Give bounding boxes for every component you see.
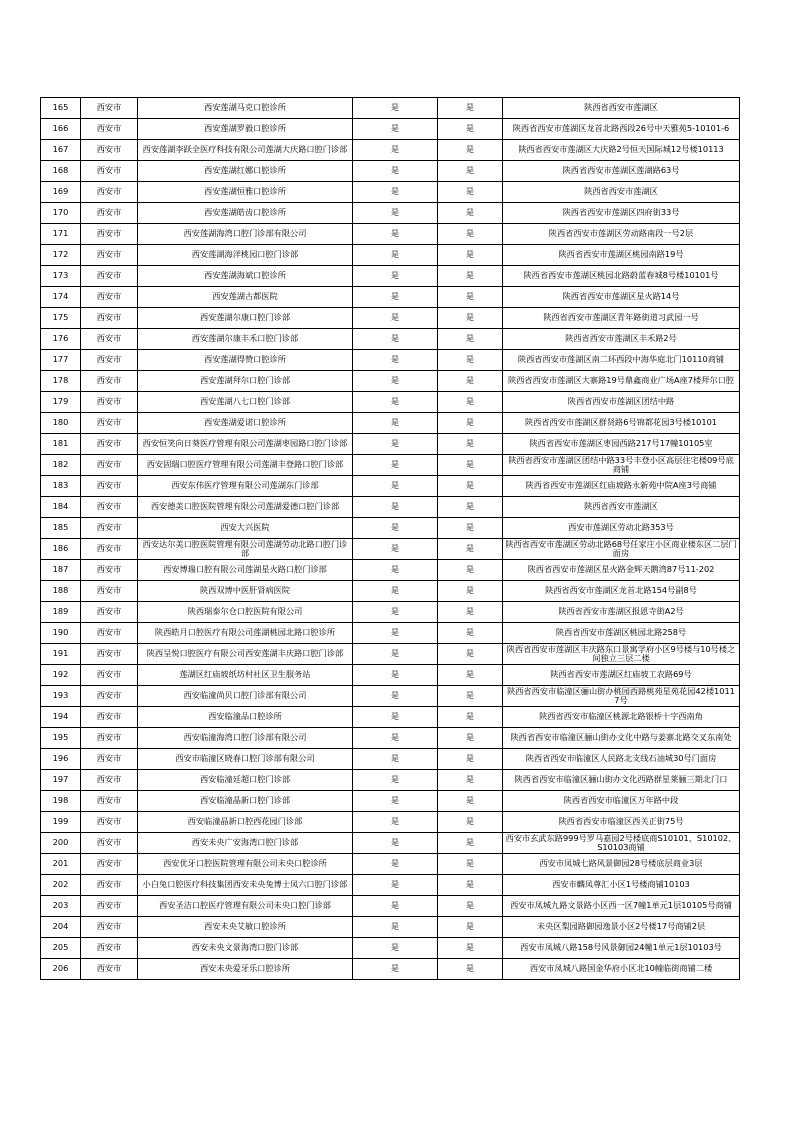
flag-a-cell: 是 [353, 98, 438, 119]
flag-a-cell: 是 [353, 728, 438, 749]
row-number: 183 [41, 476, 81, 497]
institution-name-cell: 陕西皓月口腔医疗有限公司莲湖桃园北路口腔诊所 [138, 623, 353, 644]
table-row [41, 308, 740, 329]
city-cell: 西安市 [81, 581, 138, 602]
flag-a-cell: 是 [353, 560, 438, 581]
city-cell: 西安市 [81, 728, 138, 749]
row-number: 185 [41, 518, 81, 539]
address-cell: 陕西省西安市莲湖区 [503, 98, 740, 119]
flag-a-cell: 是 [353, 602, 438, 623]
table-row [41, 644, 740, 665]
table-row [41, 119, 740, 140]
row-number: 181 [41, 434, 81, 455]
table-row [41, 959, 740, 980]
table-row [41, 203, 740, 224]
address-cell: 西安市麟凤尊汇小区1号楼商铺10103 [503, 875, 740, 896]
table-row [41, 917, 740, 938]
institution-name-cell: 西安莲湖尔康口腔门诊部 [138, 308, 353, 329]
institution-name-cell: 西安临潼晶新口腔西花园门诊部 [138, 812, 353, 833]
flag-b-cell: 是 [438, 896, 503, 917]
city-cell: 西安市 [81, 560, 138, 581]
city-cell: 西安市 [81, 329, 138, 350]
city-cell: 西安市 [81, 203, 138, 224]
flag-a-cell: 是 [353, 350, 438, 371]
table-row [41, 476, 740, 497]
flag-a-cell: 是 [353, 833, 438, 854]
flag-b-cell: 是 [438, 203, 503, 224]
flag-b-cell: 是 [438, 938, 503, 959]
flag-a-cell: 是 [353, 875, 438, 896]
city-cell: 西安市 [81, 875, 138, 896]
table-row [41, 98, 740, 119]
table-row [41, 560, 740, 581]
institution-name-cell: 西安莲湖皓齿口腔诊所 [138, 203, 353, 224]
row-number: 204 [41, 917, 81, 938]
institution-name-cell: 西安莲湖海洋桃园口腔门诊部 [138, 245, 353, 266]
city-cell: 西安市 [81, 266, 138, 287]
city-cell: 西安市 [81, 812, 138, 833]
flag-a-cell: 是 [353, 665, 438, 686]
address-cell: 陕西省西安市莲湖区红庙坡工农路69号 [503, 665, 740, 686]
row-number: 188 [41, 581, 81, 602]
flag-b-cell: 是 [438, 434, 503, 455]
city-cell: 西安市 [81, 644, 138, 665]
flag-a-cell: 是 [353, 791, 438, 812]
city-cell: 西安市 [81, 413, 138, 434]
flag-b-cell: 是 [438, 665, 503, 686]
city-cell: 西安市 [81, 623, 138, 644]
table-row [41, 497, 740, 518]
row-number: 196 [41, 749, 81, 770]
table-row [41, 287, 740, 308]
address-cell: 陕西省西安市莲湖区星火路14号 [503, 287, 740, 308]
address-cell: 陕西省西安市临潼区人民路北支线石油城30号门面房 [503, 749, 740, 770]
address-cell: 陕西省西安市莲湖区桃园南路19号 [503, 245, 740, 266]
address-cell: 西安市凤城八路国金华府小区北10幢临街商铺二楼 [503, 959, 740, 980]
city-cell: 西安市 [81, 749, 138, 770]
flag-b-cell: 是 [438, 518, 503, 539]
institution-name-cell: 西安优牙口腔医院管理有限公司未央口腔诊所 [138, 854, 353, 875]
city-cell: 西安市 [81, 665, 138, 686]
address-cell: 陕西省西安市临潼区骊山街办桃园西路桃苑星苑花园42楼10117号 [503, 686, 740, 707]
address-cell: 陕西省西安市莲湖区劳动路南段一号2层 [503, 224, 740, 245]
table-row [41, 371, 740, 392]
address-cell: 陕西省西安市莲湖区丰庆路东口景寓学府小区9号楼与10号楼之间独立三层二楼 [503, 644, 740, 665]
flag-b-cell: 是 [438, 770, 503, 791]
address-cell: 陕西省西安市莲湖区 [503, 182, 740, 203]
row-number: 170 [41, 203, 81, 224]
table-row [41, 392, 740, 413]
institution-name-cell: 西安莲湖拜尔口腔门诊部 [138, 371, 353, 392]
flag-a-cell: 是 [353, 224, 438, 245]
row-number: 192 [41, 665, 81, 686]
city-cell: 西安市 [81, 896, 138, 917]
city-cell: 西安市 [81, 791, 138, 812]
row-number: 195 [41, 728, 81, 749]
flag-a-cell: 是 [353, 371, 438, 392]
city-cell: 西安市 [81, 308, 138, 329]
flag-b-cell: 是 [438, 119, 503, 140]
flag-b-cell: 是 [438, 245, 503, 266]
flag-a-cell: 是 [353, 686, 438, 707]
flag-a-cell: 是 [353, 749, 438, 770]
institution-name-cell: 西安临潼晶新口腔门诊部 [138, 791, 353, 812]
institution-name-cell: 西安临潼廷超口腔门诊部 [138, 770, 353, 791]
city-cell: 西安市 [81, 392, 138, 413]
institution-name-cell: 西安莲湖李跃全医疗科技有限公司莲湖大庆路口腔门诊部 [138, 140, 353, 161]
flag-b-cell: 是 [438, 329, 503, 350]
row-number: 184 [41, 497, 81, 518]
row-number: 182 [41, 455, 81, 476]
city-cell: 西安市 [81, 98, 138, 119]
address-cell: 陕西省西安市莲湖区桃园北路蔚蓝春城8号楼10101号 [503, 266, 740, 287]
flag-a-cell: 是 [353, 203, 438, 224]
address-cell: 陕西省西安市莲湖区龙首北路154号副8号 [503, 581, 740, 602]
flag-a-cell: 是 [353, 959, 438, 980]
row-number: 194 [41, 707, 81, 728]
flag-b-cell: 是 [438, 266, 503, 287]
address-cell: 陕西省西安市莲湖区大庆路2号恒天国际城12号楼10113 [503, 140, 740, 161]
address-cell: 陕西省西安市临潼区骊山街办文化中路与姜寨北路交叉东南处 [503, 728, 740, 749]
institution-name-cell: 陕西瑞泰尔仓口腔医院有限公司 [138, 602, 353, 623]
table-row [41, 686, 740, 707]
row-number: 187 [41, 560, 81, 581]
address-cell: 陕西省西安市莲湖区星火路金辉天鹅湾87号11-202 [503, 560, 740, 581]
address-cell: 陕西省西安市莲湖区四府街33号 [503, 203, 740, 224]
flag-a-cell: 是 [353, 854, 438, 875]
address-cell: 陕西省西安市莲湖区桃园北路258号 [503, 623, 740, 644]
flag-a-cell: 是 [353, 518, 438, 539]
row-number: 165 [41, 98, 81, 119]
flag-a-cell: 是 [353, 707, 438, 728]
flag-a-cell: 是 [353, 182, 438, 203]
flag-b-cell: 是 [438, 686, 503, 707]
address-cell: 陕西省西安市莲湖区青年路街道习武园一号 [503, 308, 740, 329]
flag-a-cell: 是 [353, 119, 438, 140]
city-cell: 西安市 [81, 707, 138, 728]
address-cell: 陕西省西安市莲湖区枣园西路217号17幢10105室 [503, 434, 740, 455]
address-cell: 陕西省西安市莲湖区莲湖路63号 [503, 161, 740, 182]
city-cell: 西安市 [81, 959, 138, 980]
table-row [41, 833, 740, 854]
row-number: 166 [41, 119, 81, 140]
institution-name-cell: 西安莲湖红娜口腔诊所 [138, 161, 353, 182]
row-number: 186 [41, 539, 81, 560]
city-cell: 西安市 [81, 434, 138, 455]
institution-name-cell: 西安德美口腔医院管理有限公司莲湖爱德口腔门诊部 [138, 497, 353, 518]
city-cell: 西安市 [81, 686, 138, 707]
city-cell: 西安市 [81, 476, 138, 497]
address-cell: 西安市玄武东路999号罗马嘉园2号楼底商S10101、S10102、S10103商铺 [503, 833, 740, 854]
address-cell: 西安市凤城九路文景路小区西一区7幢1单元1层10105号商铺 [503, 896, 740, 917]
city-cell: 西安市 [81, 917, 138, 938]
institution-name-cell: 西安恒笑向日葵医疗管理有限公司莲湖枣园路口腔门诊部 [138, 434, 353, 455]
table-row [41, 854, 740, 875]
institution-name-cell: 西安未央广安海湾口腔门诊部 [138, 833, 353, 854]
address-cell: 陕西省西安市莲湖区群贤路6号锦都花园3号楼10101 [503, 413, 740, 434]
flag-b-cell: 是 [438, 476, 503, 497]
table-row [41, 224, 740, 245]
row-number: 201 [41, 854, 81, 875]
flag-a-cell: 是 [353, 497, 438, 518]
table-row [41, 812, 740, 833]
address-cell: 西安市凤城八路158号风景御园24幢1单元1层10103号 [503, 938, 740, 959]
flag-b-cell: 是 [438, 917, 503, 938]
flag-a-cell: 是 [353, 161, 438, 182]
flag-a-cell: 是 [353, 329, 438, 350]
flag-a-cell: 是 [353, 938, 438, 959]
institution-name-cell: 西安临潼尚贝口腔门诊部有限公司 [138, 686, 353, 707]
flag-a-cell: 是 [353, 812, 438, 833]
institution-name-cell: 西安圣洁口腔医疗管理有限公司未央口腔门诊部 [138, 896, 353, 917]
institution-name-cell: 西安莲湖恒雅口腔诊所 [138, 182, 353, 203]
flag-b-cell: 是 [438, 182, 503, 203]
row-number: 178 [41, 371, 81, 392]
address-cell: 陕西省西安市莲湖区红庙坡路永新苑中院A座3号商铺 [503, 476, 740, 497]
row-number: 175 [41, 308, 81, 329]
flag-b-cell: 是 [438, 392, 503, 413]
flag-b-cell: 是 [438, 791, 503, 812]
city-cell: 西安市 [81, 770, 138, 791]
table-row [41, 161, 740, 182]
flag-b-cell: 是 [438, 623, 503, 644]
row-number: 173 [41, 266, 81, 287]
institution-name-cell: 西安未央爱牙乐口腔诊所 [138, 959, 353, 980]
flag-a-cell: 是 [353, 917, 438, 938]
flag-a-cell: 是 [353, 623, 438, 644]
flag-b-cell: 是 [438, 749, 503, 770]
city-cell: 西安市 [81, 602, 138, 623]
address-cell: 陕西省西安市临潼区骊山街办文化西路群星莱骊三期北门口 [503, 770, 740, 791]
flag-a-cell: 是 [353, 308, 438, 329]
flag-b-cell: 是 [438, 539, 503, 560]
row-number: 206 [41, 959, 81, 980]
flag-b-cell: 是 [438, 455, 503, 476]
institution-name-cell: 西安莲湖罗毅口腔诊所 [138, 119, 353, 140]
address-cell: 陕西省西安市莲湖区丰禾路2号 [503, 329, 740, 350]
flag-a-cell: 是 [353, 140, 438, 161]
table-row [41, 749, 740, 770]
flag-b-cell: 是 [438, 854, 503, 875]
address-cell: 陕西省西安市临潼区万年路中段 [503, 791, 740, 812]
row-number: 176 [41, 329, 81, 350]
address-cell: 陕西省西安市临潼区西关正街75号 [503, 812, 740, 833]
institution-name-cell: 陕西双博中医肝肾病医院 [138, 581, 353, 602]
row-number: 172 [41, 245, 81, 266]
city-cell: 西安市 [81, 518, 138, 539]
table-row [41, 896, 740, 917]
institution-name-cell: 西安博瑞口腔有限公司莲湖星火路口腔门诊部 [138, 560, 353, 581]
row-number: 169 [41, 182, 81, 203]
city-cell: 西安市 [81, 497, 138, 518]
city-cell: 西安市 [81, 224, 138, 245]
row-number: 191 [41, 644, 81, 665]
flag-a-cell: 是 [353, 476, 438, 497]
flag-a-cell: 是 [353, 434, 438, 455]
city-cell: 西安市 [81, 350, 138, 371]
table-row [41, 434, 740, 455]
city-cell: 西安市 [81, 140, 138, 161]
institution-name-cell: 西安莲湖爱诺口腔诊所 [138, 413, 353, 434]
flag-b-cell: 是 [438, 728, 503, 749]
institution-name-cell: 西安莲湖马克口腔诊所 [138, 98, 353, 119]
city-cell: 西安市 [81, 854, 138, 875]
flag-a-cell: 是 [353, 245, 438, 266]
institution-name-cell: 西安莲湖海斌口腔诊所 [138, 266, 353, 287]
address-cell: 陕西省西安市莲湖区 [503, 497, 740, 518]
flag-b-cell: 是 [438, 560, 503, 581]
address-cell: 陕西省西安市莲湖区团结中路33号丰登小区高层住宅楼09号底商铺 [503, 455, 740, 476]
table-row [41, 245, 740, 266]
flag-b-cell: 是 [438, 602, 503, 623]
table-row [41, 581, 740, 602]
city-cell: 西安市 [81, 455, 138, 476]
table-row [41, 182, 740, 203]
flag-b-cell: 是 [438, 350, 503, 371]
flag-b-cell: 是 [438, 413, 503, 434]
clinic-table [40, 97, 740, 980]
table-row [41, 518, 740, 539]
institution-name-cell: 西安达尔美口腔医院管理有限公司莲湖劳动北路口腔门诊部 [138, 539, 353, 560]
flag-a-cell: 是 [353, 413, 438, 434]
flag-b-cell: 是 [438, 644, 503, 665]
row-number: 189 [41, 602, 81, 623]
row-number: 199 [41, 812, 81, 833]
institution-name-cell: 西安莲湖尔康丰禾口腔门诊部 [138, 329, 353, 350]
row-number: 197 [41, 770, 81, 791]
flag-b-cell: 是 [438, 98, 503, 119]
institution-name-cell: 西安临潼品口腔诊所 [138, 707, 353, 728]
address-cell: 陕西省西安市莲湖区龙首北路西段26号中天雅苑5-10101-6 [503, 119, 740, 140]
row-number: 179 [41, 392, 81, 413]
address-cell: 西安市莲湖区劳动北路353号 [503, 518, 740, 539]
address-cell: 陕西省西安市临潼区桃源北路银桥十字西南角 [503, 707, 740, 728]
row-number: 190 [41, 623, 81, 644]
row-number: 180 [41, 413, 81, 434]
city-cell: 西安市 [81, 245, 138, 266]
city-cell: 西安市 [81, 539, 138, 560]
table-row [41, 707, 740, 728]
flag-a-cell: 是 [353, 266, 438, 287]
flag-a-cell: 是 [353, 896, 438, 917]
city-cell: 西安市 [81, 938, 138, 959]
institution-name-cell: 西安市临潼区晓春口腔门诊部有限公司 [138, 749, 353, 770]
flag-b-cell: 是 [438, 959, 503, 980]
flag-a-cell: 是 [353, 287, 438, 308]
institution-name-cell: 西安莲湖八七口腔门诊部 [138, 392, 353, 413]
address-cell: 陕西省西安市莲湖区团结中路 [503, 392, 740, 413]
table-row [41, 602, 740, 623]
table-row [41, 875, 740, 896]
flag-b-cell: 是 [438, 140, 503, 161]
flag-b-cell: 是 [438, 833, 503, 854]
table-row [41, 938, 740, 959]
institution-name-cell: 莲湖区红庙坡纸坊村社区卫生服务站 [138, 665, 353, 686]
city-cell: 西安市 [81, 833, 138, 854]
institution-name-cell: 陕西呈悦口腔医疗有限公司西安莲湖丰庆路口腔门诊部 [138, 644, 353, 665]
address-cell: 西安市凤城七路风景御园28号楼底层商业3层 [503, 854, 740, 875]
flag-b-cell: 是 [438, 875, 503, 896]
row-number: 167 [41, 140, 81, 161]
table-row [41, 350, 740, 371]
row-number: 202 [41, 875, 81, 896]
row-number: 205 [41, 938, 81, 959]
row-number: 193 [41, 686, 81, 707]
city-cell: 西安市 [81, 182, 138, 203]
institution-name-cell: 西安未央文景海湾口腔门诊部 [138, 938, 353, 959]
flag-b-cell: 是 [438, 497, 503, 518]
table-row [41, 413, 740, 434]
flag-b-cell: 是 [438, 224, 503, 245]
table-row [41, 791, 740, 812]
institution-name-cell: 西安莲湖得赞口腔诊所 [138, 350, 353, 371]
table-row [41, 728, 740, 749]
table-row [41, 266, 740, 287]
table-row [41, 539, 740, 560]
table-row [41, 455, 740, 476]
row-number: 177 [41, 350, 81, 371]
table-row [41, 665, 740, 686]
row-number: 174 [41, 287, 81, 308]
flag-b-cell: 是 [438, 161, 503, 182]
institution-name-cell: 西安大兴医院 [138, 518, 353, 539]
flag-a-cell: 是 [353, 392, 438, 413]
institution-name-cell: 西安莲湖海湾口腔门诊部有限公司 [138, 224, 353, 245]
flag-b-cell: 是 [438, 287, 503, 308]
table-row [41, 140, 740, 161]
row-number: 168 [41, 161, 81, 182]
institution-name-cell: 西安临潼海湾口腔门诊部有限公司 [138, 728, 353, 749]
row-number: 198 [41, 791, 81, 812]
address-cell: 陕西省西安市莲湖区南二环西段中海华庭北门10110商铺 [503, 350, 740, 371]
institution-name-cell: 小白兔口腔医疗科技集团西安未央兔博士凤六口腔门诊部 [138, 875, 353, 896]
flag-b-cell: 是 [438, 707, 503, 728]
flag-b-cell: 是 [438, 581, 503, 602]
address-cell: 陕西省西安市莲湖区劳动北路68号任家庄小区商业楼东区二层门面房 [503, 539, 740, 560]
row-number: 171 [41, 224, 81, 245]
institution-name-cell: 西安莲湖古都医院 [138, 287, 353, 308]
institution-name-cell: 西安未央艾敏口腔诊所 [138, 917, 353, 938]
flag-a-cell: 是 [353, 581, 438, 602]
flag-a-cell: 是 [353, 455, 438, 476]
flag-a-cell: 是 [353, 539, 438, 560]
address-cell: 陕西省西安市莲湖区大寨路19号鼎鑫商业广场A座7楼拜尔口腔 [503, 371, 740, 392]
row-number: 200 [41, 833, 81, 854]
city-cell: 西安市 [81, 119, 138, 140]
city-cell: 西安市 [81, 161, 138, 182]
table-row [41, 770, 740, 791]
flag-b-cell: 是 [438, 371, 503, 392]
address-cell: 未央区梨园路御园逸景小区2号楼17号商铺2层 [503, 917, 740, 938]
table-row [41, 329, 740, 350]
institution-name-cell: 西安固瑞口腔医疗管理有限公司莲湖丰登路口腔门诊部 [138, 455, 353, 476]
address-cell: 陕西省西安市莲湖区报恩寺街A2号 [503, 602, 740, 623]
city-cell: 西安市 [81, 371, 138, 392]
flag-a-cell: 是 [353, 644, 438, 665]
city-cell: 西安市 [81, 287, 138, 308]
row-number: 203 [41, 896, 81, 917]
flag-a-cell: 是 [353, 770, 438, 791]
table-row [41, 623, 740, 644]
flag-b-cell: 是 [438, 308, 503, 329]
flag-b-cell: 是 [438, 812, 503, 833]
institution-name-cell: 西安东伟医疗管理有限公司莲湖东门诊部 [138, 476, 353, 497]
